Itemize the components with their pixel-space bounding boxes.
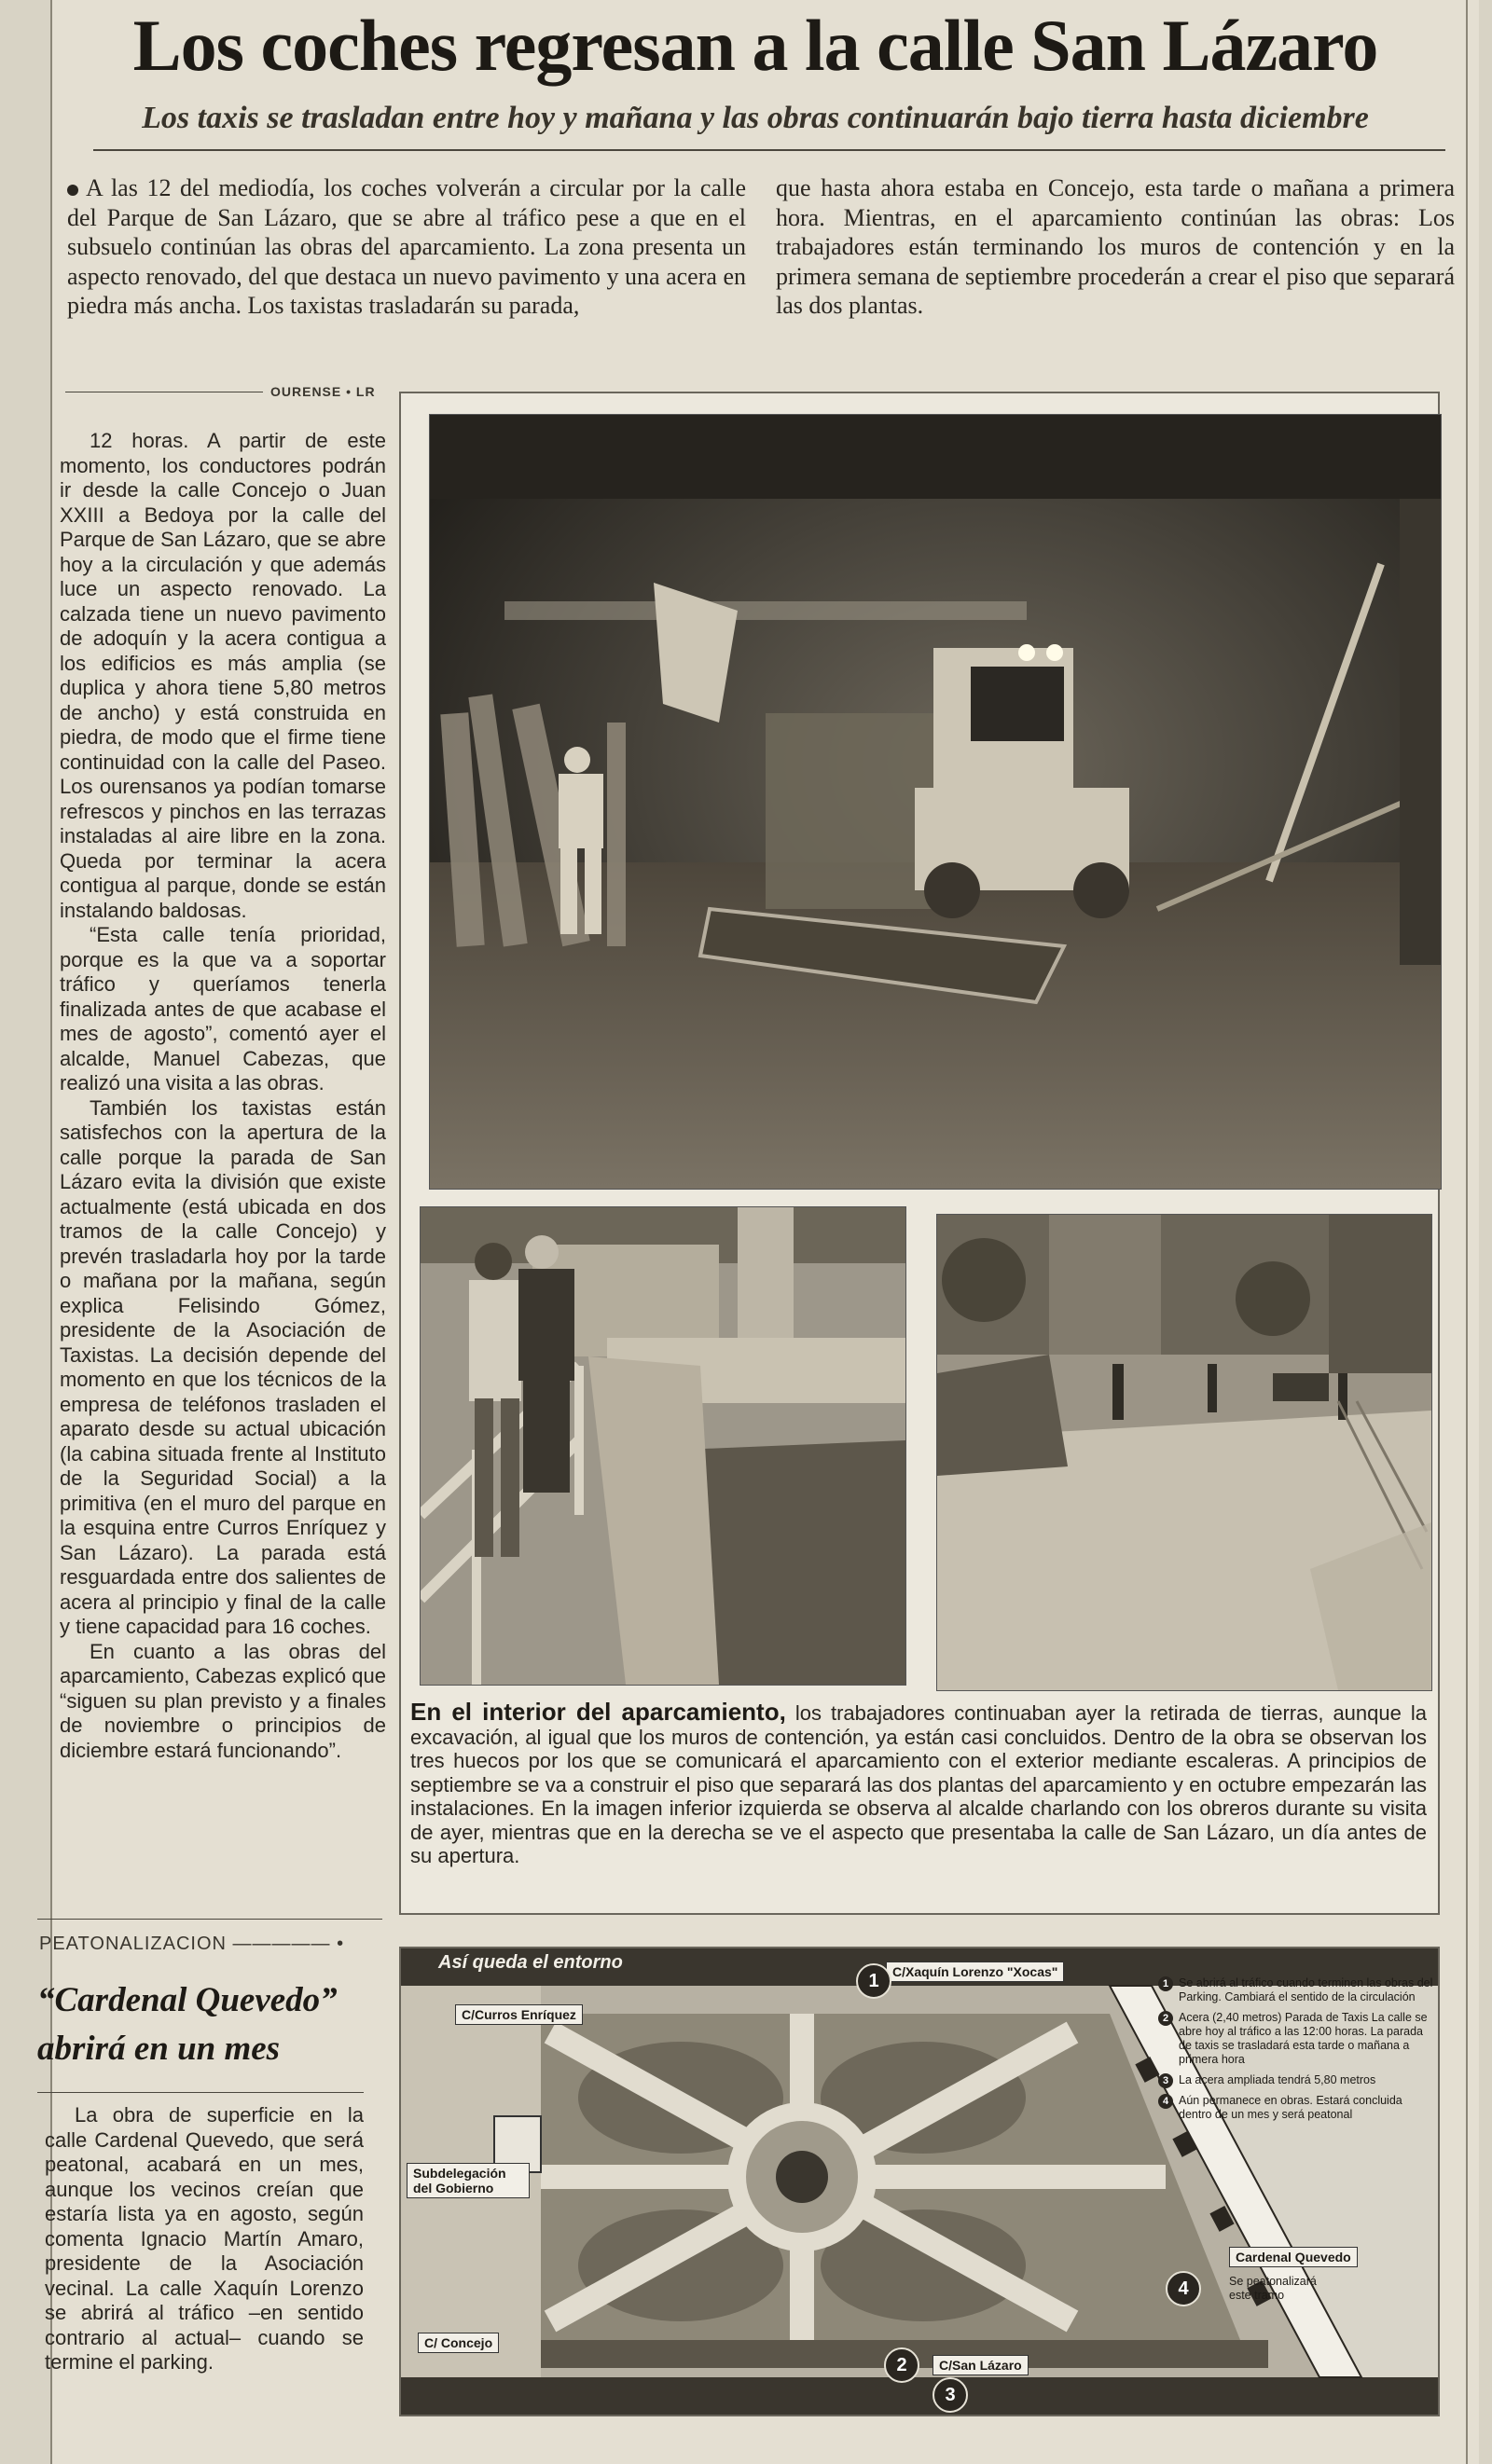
photo-caption [410, 1700, 1427, 1868]
caption-text: los trabajadores continuaban ayer la retirada de tierras, aunque la excavación, al igual que los muros de contención, ya están casi concluidos. Dentro de la obra se observan los tres huecos por los que se comunicará el aparcamiento con el exterior mediante escaleras. A principios de septiembre se va a construir el piso que separará las dos plantas del aparcamiento y en octubre empezarán las instalaciones. En la imagen inferior izquierda se observa al alcalde charlando con los obreros durante su visita de ayer, mientras que en la derecha se ve el aspecto que presentaba la calle de San Lázaro, un día antes de su apertura. [410, 1701, 1427, 1867]
sidebar-body [45, 2103, 364, 2375]
label-san-lazaro: C/San Lázaro [932, 2355, 1029, 2375]
sidebar-paragraph: La obra de superficie en la calle Cardenal Quevedo, que será peatonal, acabará en un mes, aunque los vecinos creían que estaría lista ya en agosto, según comenta Ignacio Martín Amaro, presidente de la Asociación vecinal. La calle Xaquín Lorenzo se abrirá al tráfico –en sentido contrario al actual– cuando se termine el parking. [45, 2103, 364, 2374]
photo-san-lazaro-street [936, 1214, 1432, 1691]
body-paragraph: 12 horas. A partir de este momento, los conductores podrán ir desde la calle Concejo o Juan XXIII a Bedoya por la calle del Parque de San Lázaro, que se abre hoy a la circulación y que además luce un aspecto renovado. La calzada tiene un nuevo pavimento de adoquín y la acera contigua a los edificios es más amplia (se duplica y ahora tiene 5,80 metros de ancho) y está construida en piedra, de modo que el firme tiene continuidad con la calle del Paseo. Los ourensanos ya podían tomarse refrescos y pinchos en las terrazas instaladas al aire libre en la zona. Queda por terminar la acera contigua al parque, donde se están instalando baldosas. [60, 429, 386, 922]
subheadline: Los taxis se trasladan entre hoy y mañana y las obras continuarán bajo tierra hasta diciembre [142, 101, 1369, 135]
map-legend [1158, 1976, 1433, 2128]
legend-number: 1 [1158, 1976, 1173, 1991]
label-subdelegacion: Subdelegación del Gobierno [407, 2163, 530, 2198]
legend-text: Aún permanece en obras. Estará concluida dentro de un mes y será peatonal [1179, 2094, 1402, 2121]
label-quevedo-note: Se peatonalizará este tramo [1229, 2275, 1317, 2302]
page-left-edge [50, 0, 52, 2464]
bullet-icon [67, 185, 78, 196]
map-title: Así queda el entorno [438, 1952, 623, 1973]
map-marker: 2 [884, 2347, 919, 2383]
legend-text: Se abrirá al tráfico cuando terminen las obras del Parking. Cambiará el sentido de la circulación [1179, 1976, 1433, 2003]
legend-number: 2 [1158, 2011, 1173, 2026]
legend-number: 3 [1158, 2073, 1173, 2088]
lead-left [67, 173, 746, 321]
legend-item [1158, 2073, 1433, 2087]
legend-item [1158, 2011, 1433, 2067]
sidebar-headline: “Cardenal Quevedo” abrirá en un mes [37, 1981, 338, 2068]
body-paragraph: También los taxistas están satisfechos con la apertura de la calle porque la parada de San Lázaro evita la división que existe actualmente (está ubicada en dos tramos de la calle Concejo) y prevén trasladarla hoy por la tarde o mañana por la mañana, según explica Felisindo Gómez, presidente de la Asociación de Taxistas. La decisión depende del momento en que los técnicos de la empresa de teléfonos trasladen el aparato desde su actual ubicación (la cabina situada frente al Instituto de la Seguridad Social) a la primitiva (en el muro del parque en la esquina entre Curros Enríquez y San Lázaro). La parada está resguardada entre dos salientes de acera al principio y final de la calle y tiene capacidad para 16 coches. [60, 1095, 386, 1638]
legend-item [1158, 1976, 1433, 2004]
legend-number: 4 [1158, 2094, 1173, 2109]
section-tag-text: PEATONALIZACION [39, 1934, 227, 1954]
photo-mayor-visit [420, 1206, 906, 1686]
body-paragraph: “Esta calle tenía prioridad, porque es la que va a soportar tráfico y queríamos tenerla finalizada antes de que acabase el mes de agosto”, comentó ayer el alcalde, Manuel Cabezas, que realizó una visita a las obras. [60, 923, 386, 1094]
body-column [60, 429, 386, 1763]
byline: OURENSE • LR [270, 384, 376, 399]
headline: Los coches regresan a la calle San Lázaro [132, 5, 1378, 86]
sidebar-rule [37, 2092, 364, 2093]
label-xocas: C/Xaquín Lorenzo "Xocas" [886, 1962, 1064, 1982]
headline-rule [93, 149, 1445, 151]
section-rule [37, 1919, 382, 1920]
map-marker: 1 [856, 1963, 891, 1999]
map-marker: 4 [1166, 2271, 1201, 2306]
map-marker: 3 [932, 2377, 968, 2413]
photo-parking-interior [429, 414, 1442, 1190]
legend-item [1158, 2094, 1433, 2122]
label-concejo: C/ Concejo [418, 2333, 499, 2353]
body-paragraph: En cuanto a las obras del aparcamiento, Cabezas explicó que “siguen su plan previsto y a finales de noviembre o principios de diciembre estará funcionando”. [60, 1639, 386, 1762]
legend-text: Acera (2,40 metros) Parada de Taxis La calle se abre hoy al tráfico a las 12:00 horas. La parada de taxis se trasladará esta tarde o mañana a primera hora [1179, 2011, 1428, 2066]
map-graphic [399, 1947, 1440, 2416]
section-tag: PEATONALIZACION ————— • [39, 1934, 345, 1954]
lead-right: que hasta ahora estaba en Concejo, esta tarde o mañana a primera hora. Mientras, en el aparcamiento continúan las obras: Los trabajadores están terminando los muros de contención y en la primera semana de septiembre procederán a crear el piso que separará las dos plantas. [776, 174, 1455, 319]
label-quevedo: Cardenal Quevedo [1229, 2247, 1358, 2267]
lead-left-text: A las 12 del mediodía, los coches volverán a circular por la calle del Parque de San Lázaro, que se abre al tráfico pese a que en el subsuelo continúan las obras del aparcamiento. La zona presenta un aspecto renovado, del que destaca un nuevo pavimento y una acera en piedra más ancha. Los taxistas trasladarán su parada, [67, 174, 746, 319]
caption-lead-in: En el interior del aparcamiento, [410, 1698, 786, 1726]
label-curros: C/Curros Enríquez [455, 2004, 583, 2025]
page-right-edge [1466, 0, 1468, 2464]
legend-text: La acera ampliada tendrá 5,80 metros [1179, 2073, 1376, 2086]
